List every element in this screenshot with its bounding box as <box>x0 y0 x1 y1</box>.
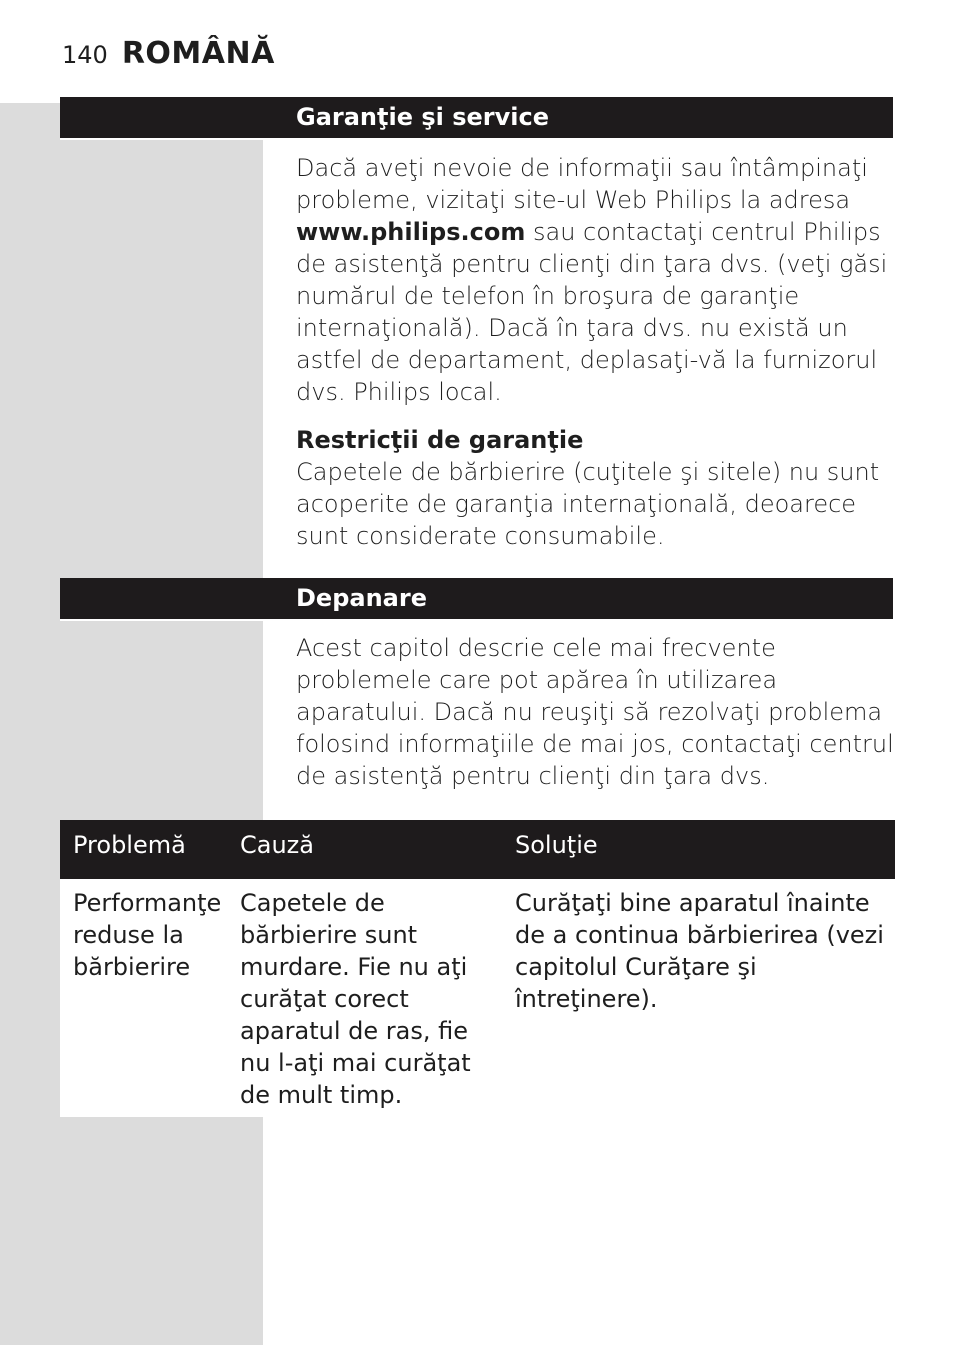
warranty-text-end: sau contactaţi centrul Philips de asistenţă pentru clienţi din ţara dvs. (veţi găsi numărul de telefon în broşura de garanţie internaţională). Dacă în ţara dvs. nu există un astfel de departament, deplasaţi-vă la furnizorul dvs. Philips local. <box>296 218 888 406</box>
page-number: 140 <box>62 41 108 69</box>
intro-paragraph: Acest capitol descrie cele mai frecvente problemele care pot apărea în utilizarea aparatului. Dacă nu reuşiţi să rezolvaţi problema folosind informaţiile de mai jos, contactaţi centrul de asistenţă pentru clienţi din ţara dvs. <box>296 634 894 790</box>
header-cause: Cauză <box>240 831 314 859</box>
table-header <box>60 820 895 879</box>
cell-solution: Curăţaţi bine aparatul înainte de a continua bărbierirea (vezi capitolul Curăţare şi întreţinere). <box>515 889 884 1013</box>
cell-problem: Performanţe reduse la bărbierire <box>73 889 222 981</box>
troubleshooting-intro <box>296 632 896 792</box>
section-title-troubleshooting: Depanare <box>296 584 427 612</box>
header-problem: Problemă <box>73 831 186 859</box>
divider <box>60 138 263 140</box>
section-bar-warranty <box>60 97 893 138</box>
left-margin-band <box>0 103 263 1345</box>
section-bar-troubleshooting <box>60 578 893 619</box>
warranty-text-start: Dacă aveţi nevoie de informaţii sau întâmpinaţi probleme, vizitaţi site-ul Web Philips la adresa <box>296 154 868 214</box>
section-title-warranty: Garanţie şi service <box>296 103 549 131</box>
cell-cause: Capetele de bărbierire sunt murdare. Fie nu aţi curăţat corect aparatul de ras, fie nu l-aţi mai curăţat de mult timp. <box>240 889 471 1109</box>
philips-link[interactable]: www.philips.com <box>296 218 526 246</box>
divider <box>60 619 263 621</box>
restrictions-heading: Restricţii de garanţie <box>296 426 584 454</box>
language-title: ROMÂNĂ <box>121 36 275 71</box>
warranty-paragraph <box>296 152 896 408</box>
table-row <box>60 879 895 1117</box>
page-header <box>62 36 275 71</box>
troubleshooting-table <box>60 820 895 1117</box>
restrictions-text: Capetele de bărbierire (cuţitele şi sitele) nu sunt acoperite de garanţia internaţională, deoarece sunt considerate consumabile. <box>296 458 880 550</box>
header-solution: Soluţie <box>515 831 598 859</box>
warranty-text <box>296 152 896 552</box>
